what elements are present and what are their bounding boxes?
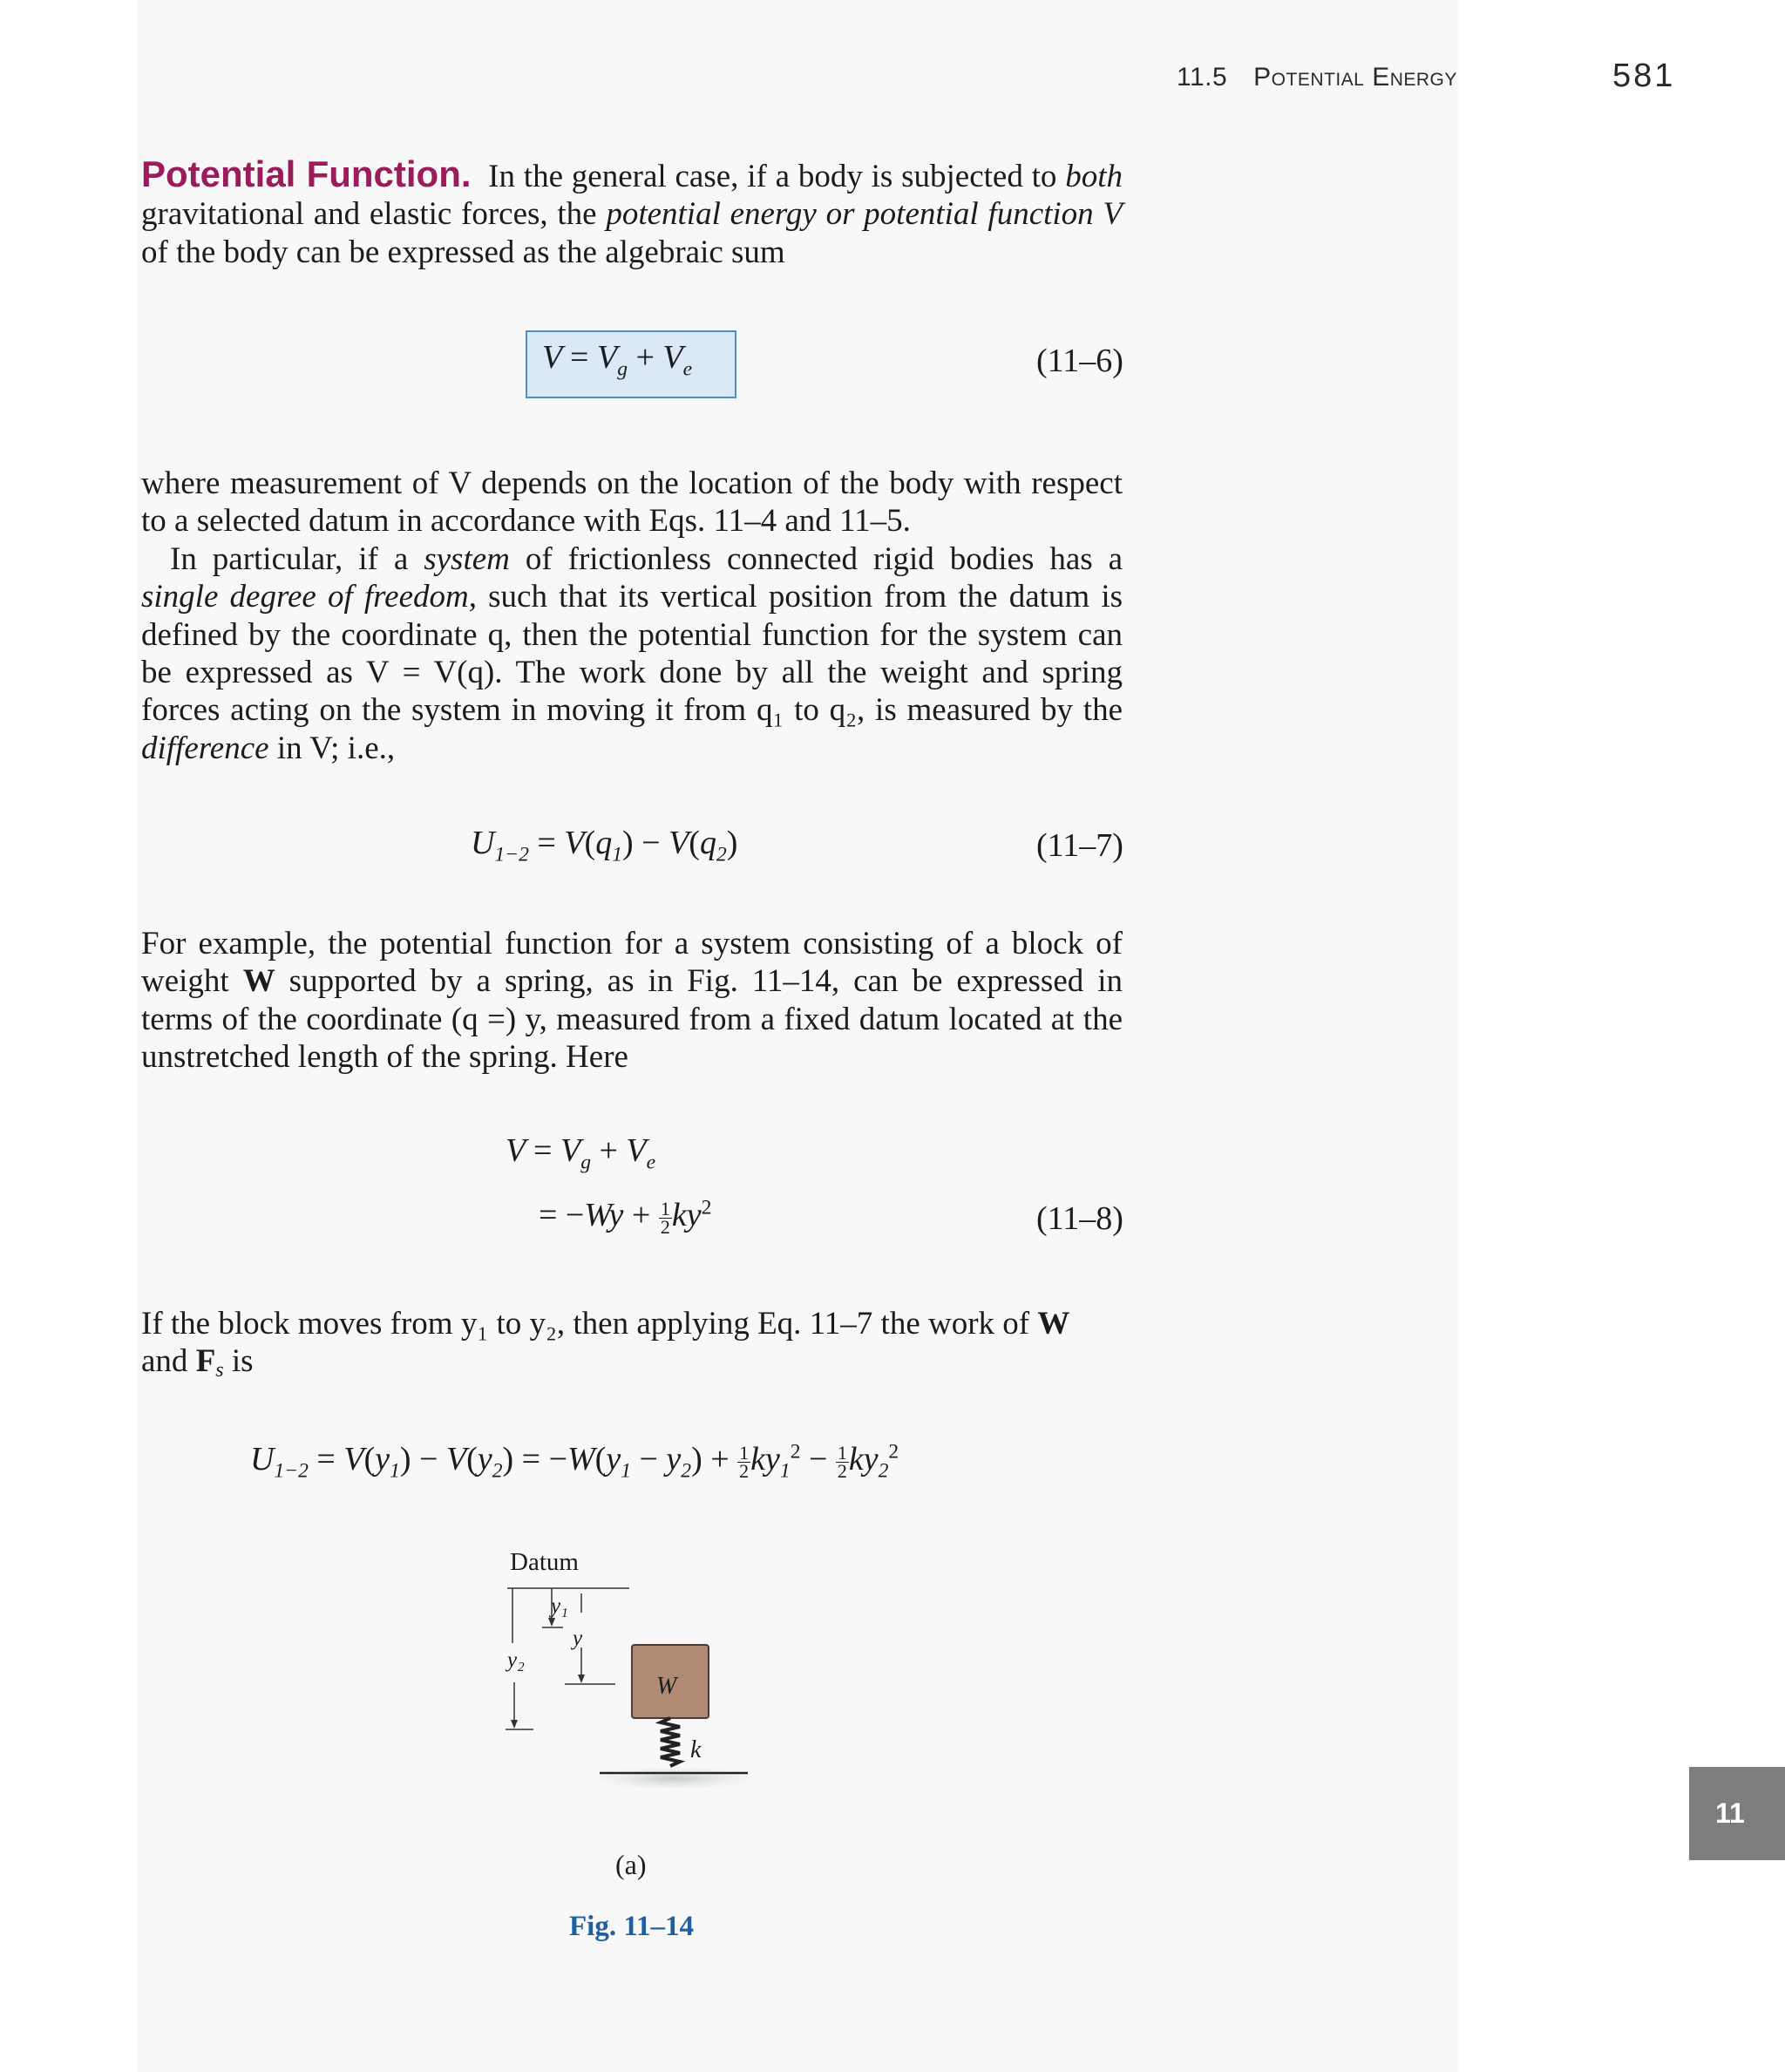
section-number: 11.5 [1177,63,1228,92]
datum-label: Datum [510,1548,579,1576]
lead-heading: Potential Function. [141,153,472,194]
running-header [1177,63,1457,92]
equation-11-8-line2: = −Wy + $\frac{1}{2}$ $ky^2$ [539,1196,712,1238]
figure-sub-label: (a) [615,1849,647,1880]
equation-11-8-line1: $V = V_g + V_e$ [506,1132,656,1174]
y1-label: y₁ [551,1594,568,1618]
equation-work: $U_{1-2} = V(y_1) - V(y_2) = -W(y_1 - y_2)$ + $\frac{1}{2}$ $ky_1^2$ − $\frac{1}{2}$ $ky_2^2$ [250,1440,899,1483]
paragraph-work: If the block moves from y₁ to y₂, then applying Eq. 11–7 the work of W and Fs is [141,1306,1070,1382]
equation-number-11-7: (11–7) [1036,827,1123,864]
ground-shadow [591,1766,757,1790]
spring [661,1718,680,1766]
paragraph-intro: Potential Function. In the general case, if a body is subjected to both gravitational and elastic forces, the potential energy or potential function V of the body can be expressed as the algebraic sum [141,153,1123,270]
paragraph-measurement: where measurement of V depends on the location of the body with respect to a selected datum in accordance with Eqs. 11–4 and 11–5. In particular, if a system of frictionless connected rigid bodies has a single degree of freedom, such that its vertical position from the datum is defined by the coordinate q, then the potential function for the system can be expressed as V = V(q). The work done by all the weight and spring forces acting on the system in moving it from q₁ to q₂, is measured by the difference in V; i.e., [141,465,1123,766]
section-title: Potential Energy [1253,63,1457,92]
equation-11-7: $U_{1-2} = V(q_1) - V(q_2)$ [471,825,738,866]
equation-11-6: $V = V_g + V_e$ [542,339,693,381]
equation-number-11-6: (11–6) [1036,343,1123,379]
y-label: y [573,1627,583,1650]
page-number: 581 [1612,58,1676,94]
equation-number-11-8: (11–8) [1036,1200,1123,1237]
paragraph-example: For example, the potential function for a system consisting of a block of weight W supported by a spring, as in Fig. 11–14, can be expressed in terms of the coordinate (q =) y, measured from a fixed datum located at the unstretched length of the spring. Here [141,926,1123,1076]
figure-block-spring [488,1543,767,1804]
block-label: W [656,1673,677,1700]
spring-label: k [690,1736,702,1763]
y2-label: y₂ [507,1648,525,1672]
chapter-tab: 11 [1689,1767,1785,1860]
figure-caption: Fig. 11–14 [569,1911,695,1942]
